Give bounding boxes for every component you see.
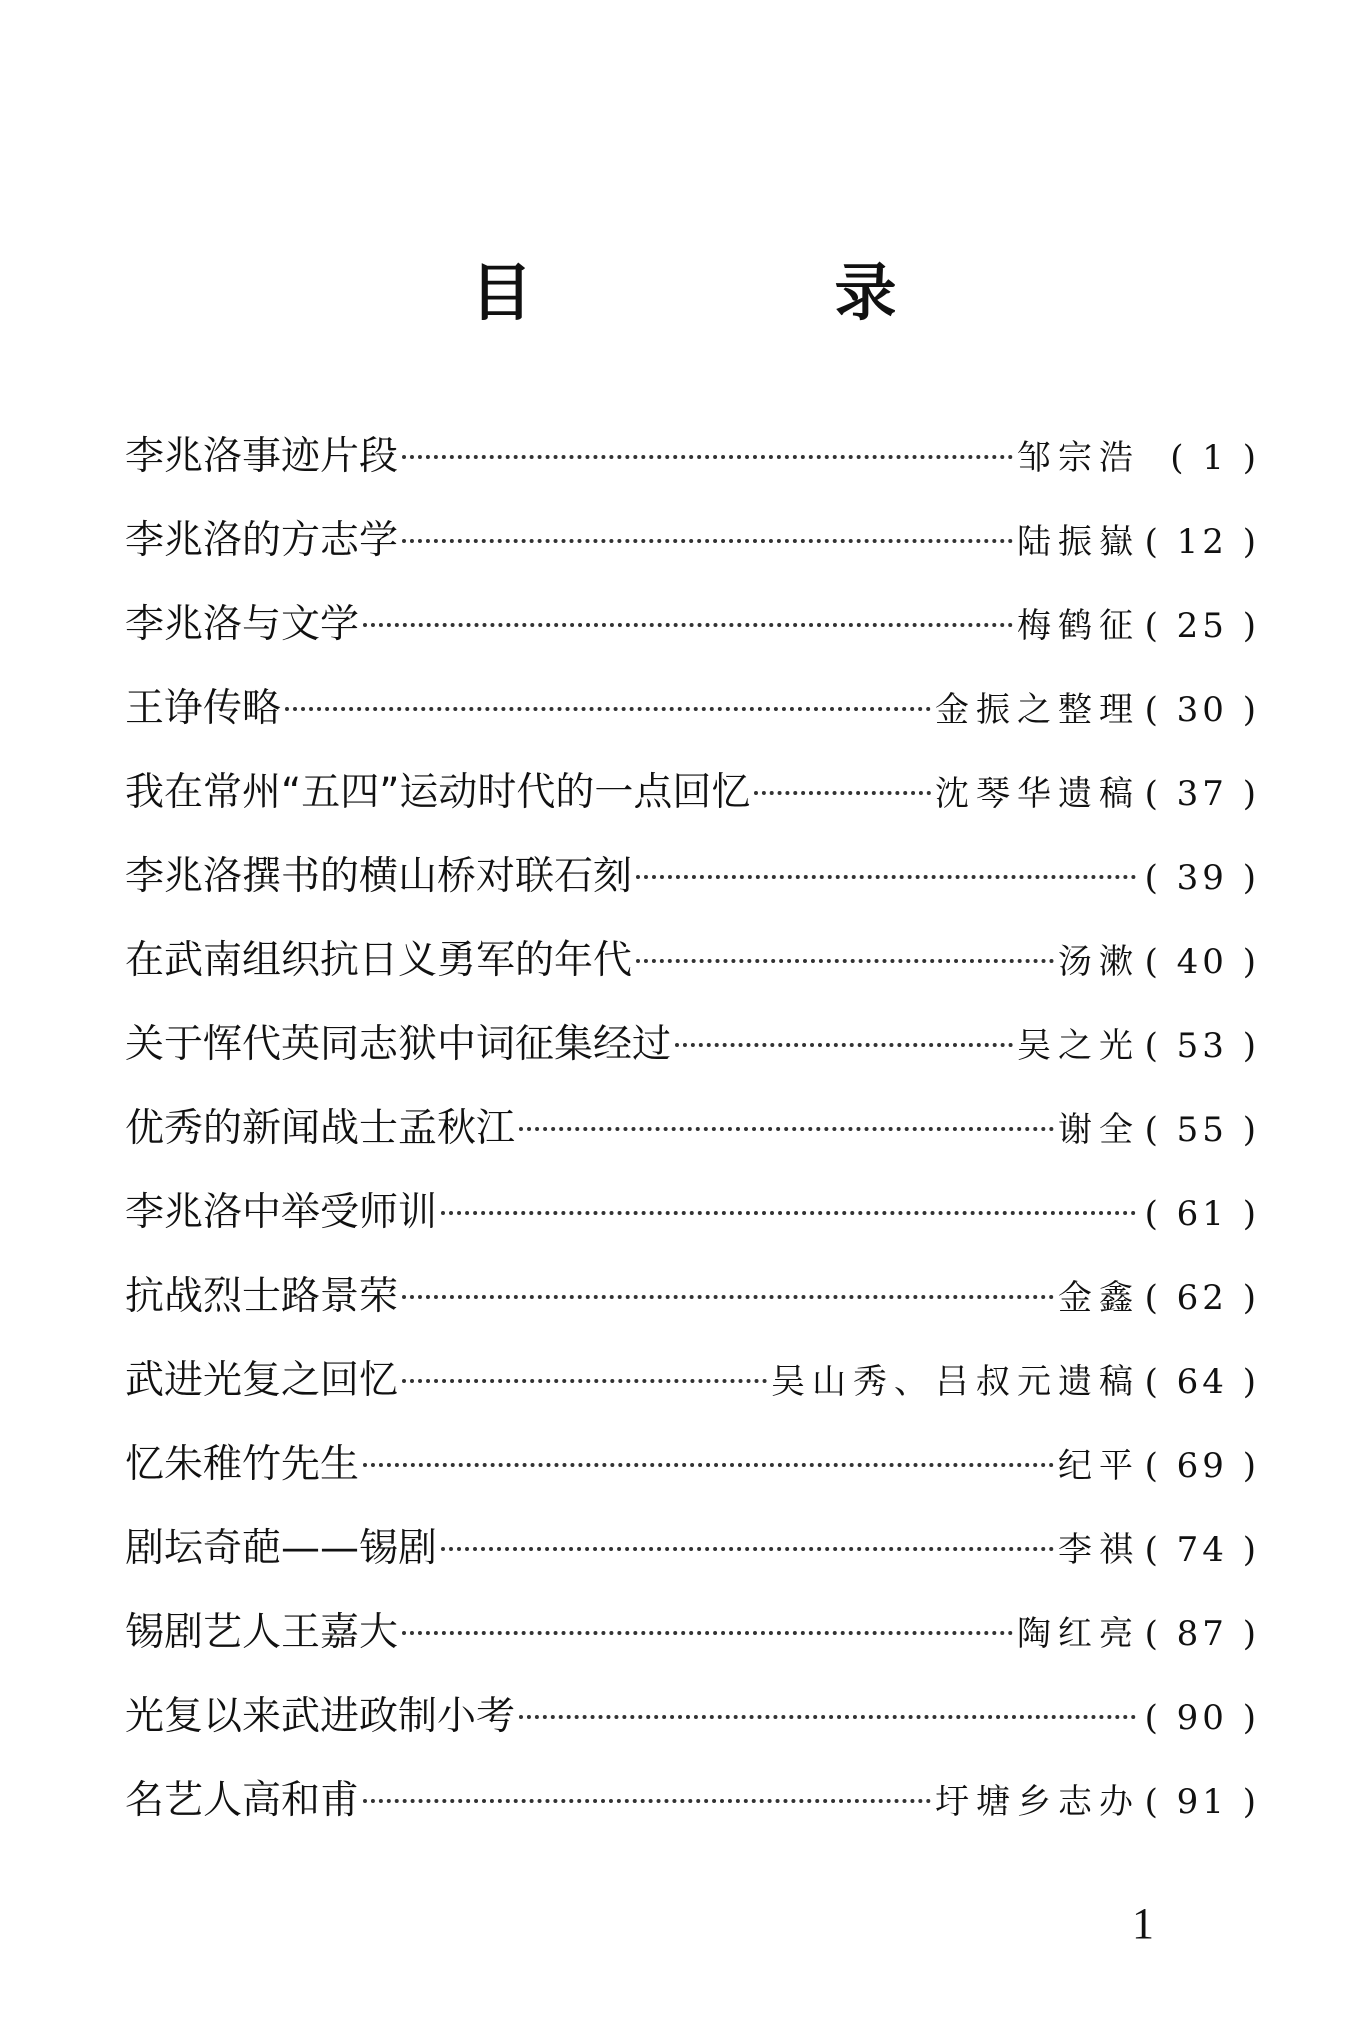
toc-entry-page: ( 62 ) xyxy=(1144,1278,1260,1318)
dot-leader xyxy=(363,1799,931,1803)
toc-entry-title: 李兆洛的方志学 xyxy=(125,518,399,563)
toc-entry-author: 李祺 xyxy=(1058,1530,1140,1570)
table-of-contents xyxy=(125,425,1260,1853)
toc-entry-page: ( 25 ) xyxy=(1144,606,1260,646)
toc-entry xyxy=(125,1097,1260,1181)
toc-entry xyxy=(125,1265,1260,1349)
toc-entry-author: 圩塘乡志办 xyxy=(935,1782,1140,1822)
dot-leader xyxy=(519,1127,1054,1131)
toc-entry-title: 李兆洛事迹片段 xyxy=(125,434,399,479)
dot-leader xyxy=(402,1379,767,1383)
toc-entry xyxy=(125,1349,1260,1433)
toc-entry-page: ( 69 ) xyxy=(1144,1446,1260,1486)
toc-entry-title: 我在常州“五四”运动时代的一点回忆 xyxy=(125,770,751,815)
toc-entry-title: 抗战烈士路景荣 xyxy=(125,1274,399,1319)
toc-entry-page: ( 55 ) xyxy=(1144,1110,1260,1150)
toc-entry-page: ( 12 ) xyxy=(1144,522,1260,562)
toc-entry-title: 名艺人高和甫 xyxy=(125,1778,360,1823)
dot-leader xyxy=(363,623,1013,627)
toc-entry-author: 谢全 xyxy=(1058,1110,1140,1150)
toc-entry-author: 邹宗浩 xyxy=(1017,438,1140,478)
dot-leader xyxy=(402,1295,1054,1299)
dot-leader xyxy=(402,539,1013,543)
toc-entry-title: 武进光复之回忆 xyxy=(125,1358,399,1403)
toc-entry xyxy=(125,1013,1260,1097)
toc-entry-author: 吴山秀、吕叔元遗稿 xyxy=(771,1362,1140,1402)
toc-entry-page: ( 40 ) xyxy=(1144,942,1260,982)
toc-entry xyxy=(125,677,1260,761)
toc-entry-page: ( 39 ) xyxy=(1144,858,1260,898)
toc-entry-title: 光复以来武进政制小考 xyxy=(125,1694,516,1739)
toc-entry-title: 李兆洛与文学 xyxy=(125,602,360,647)
dot-leader xyxy=(441,1547,1054,1551)
toc-entry-page: ( 90 ) xyxy=(1144,1698,1260,1738)
toc-entry-page: ( 37 ) xyxy=(1144,774,1260,814)
toc-entry-author: 纪平 xyxy=(1058,1446,1140,1486)
dot-leader xyxy=(402,455,1013,459)
toc-entry-page: ( 91 ) xyxy=(1144,1782,1260,1822)
toc-entry-title: 优秀的新闻战士孟秋江 xyxy=(125,1106,516,1151)
toc-entry-title: 李兆洛中举受师训 xyxy=(125,1190,438,1235)
dot-leader xyxy=(519,1715,1136,1719)
dot-leader xyxy=(636,959,1054,963)
toc-entry-author: 金鑫 xyxy=(1058,1278,1140,1318)
dot-leader xyxy=(754,791,931,795)
dot-leader xyxy=(675,1043,1013,1047)
toc-entry xyxy=(125,929,1260,1013)
toc-entry-page: ( 61 ) xyxy=(1144,1194,1260,1234)
toc-entry-title: 剧坛奇葩——锡剧 xyxy=(125,1526,438,1571)
toc-entry-title: 锡剧艺人王嘉大 xyxy=(125,1610,399,1655)
toc-entry-title: 李兆洛撰书的横山桥对联石刻 xyxy=(125,854,633,899)
toc-entry-author: 金振之整理 xyxy=(935,690,1140,730)
dot-leader xyxy=(363,1463,1054,1467)
toc-entry xyxy=(125,593,1260,677)
toc-entry-title: 在武南组织抗日义勇军的年代 xyxy=(125,938,633,983)
toc-entry-author: 汤漱 xyxy=(1058,942,1140,982)
toc-entry-page: ( 53 ) xyxy=(1144,1026,1260,1066)
toc-entry xyxy=(125,509,1260,593)
toc-entry-title: 王诤传略 xyxy=(125,686,282,731)
toc-entry-title: 关于恽代英同志狱中词征集经过 xyxy=(125,1022,672,1067)
toc-entry-author: 吴之光 xyxy=(1017,1026,1140,1066)
dot-leader xyxy=(636,875,1136,879)
toc-entry-page: ( 64 ) xyxy=(1144,1362,1260,1402)
toc-entry xyxy=(125,761,1260,845)
dot-leader xyxy=(402,1631,1013,1635)
toc-entry-author: 陶红亮 xyxy=(1017,1614,1140,1654)
toc-entry-page: ( 30 ) xyxy=(1144,690,1260,730)
toc-entry-page: ( 87 ) xyxy=(1144,1614,1260,1654)
toc-entry xyxy=(125,1769,1260,1853)
toc-entry-author: 梅鹤征 xyxy=(1017,606,1140,646)
toc-entry-page: ( 1 ) xyxy=(1170,438,1260,478)
page-number: 1 xyxy=(1132,1899,1154,1948)
toc-entry-author: 陆振嶽 xyxy=(1017,522,1140,562)
toc-entry-title: 忆朱稚竹先生 xyxy=(125,1442,360,1487)
toc-entry xyxy=(125,425,1260,509)
toc-entry-author: 沈琴华遗稿 xyxy=(935,774,1140,814)
toc-entry xyxy=(125,1601,1260,1685)
toc-entry xyxy=(125,1181,1260,1265)
dot-leader xyxy=(441,1211,1136,1215)
toc-entry xyxy=(125,1517,1260,1601)
page-title: 目 录 xyxy=(470,256,1017,329)
toc-entry-page: ( 74 ) xyxy=(1144,1530,1260,1570)
toc-entry xyxy=(125,1685,1260,1769)
toc-entry xyxy=(125,845,1260,929)
toc-entry xyxy=(125,1433,1260,1517)
dot-leader xyxy=(285,707,931,711)
